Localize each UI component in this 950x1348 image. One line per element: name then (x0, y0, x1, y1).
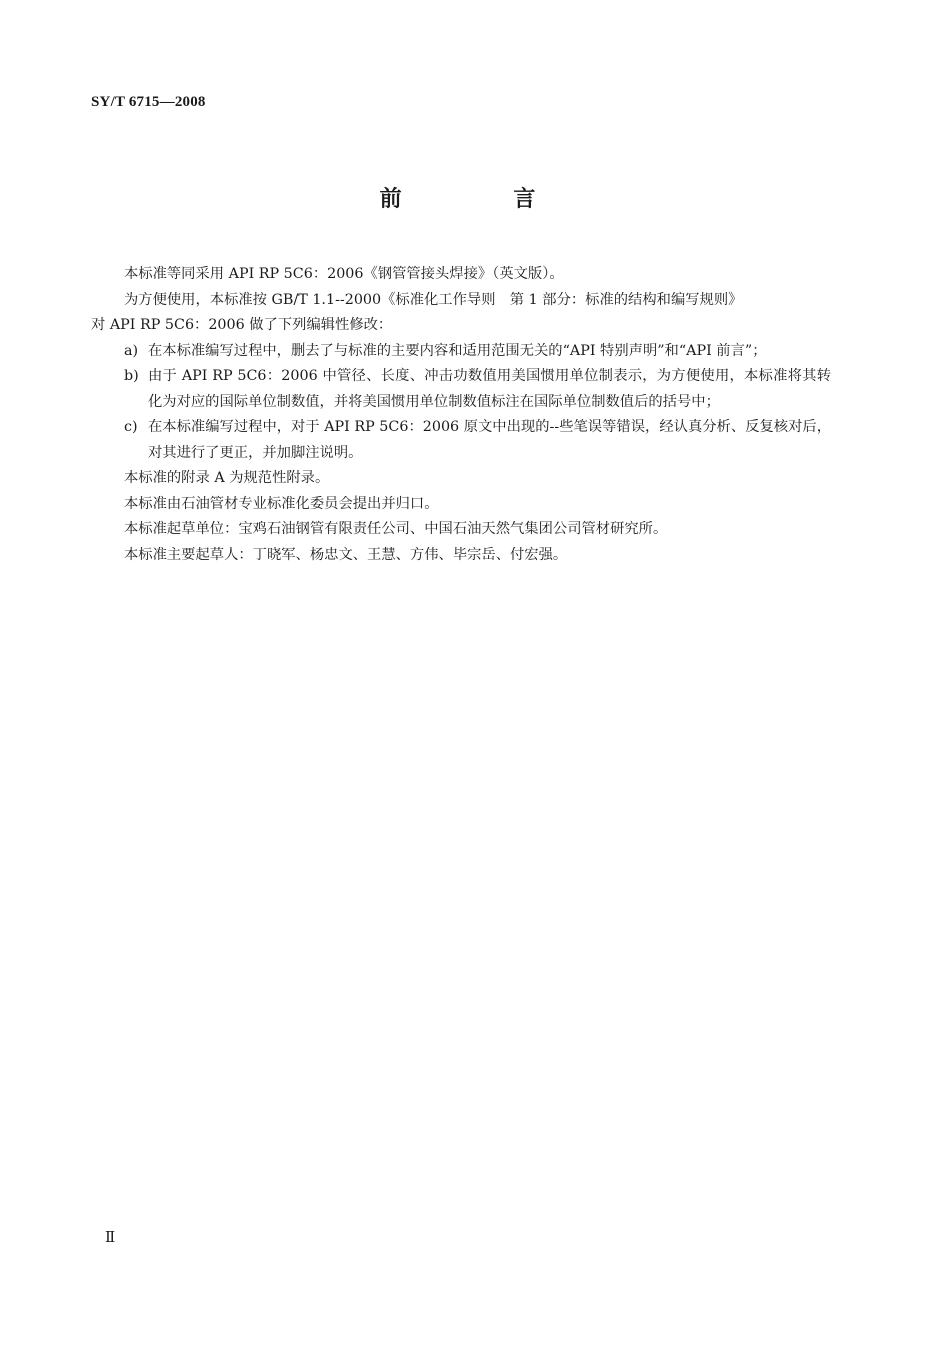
list-marker: c) (124, 419, 138, 435)
foreword-body (91, 262, 831, 568)
list-marker: b) (124, 368, 139, 384)
paragraph-proposer: 本标准由石油管材专业标准化委员会提出并归口。 (124, 495, 439, 512)
paragraph-drafters: 本标准主要起草人：丁晓军、杨忠文、王慧、方伟、毕宗岳、付宏强。 (124, 546, 568, 563)
paragraph-drafting-units: 本标准起草单位：宝鸡石油钢管有限责任公司、中国石油天然气集团公司管材研究所。 (124, 521, 668, 537)
paragraph-editorial-intro-continued: 对 API RP 5C6：2006 做了下列编辑性修改： (91, 317, 393, 333)
list-item-text: 由于 API RP 5C6：2006 中管径、长度、冲击功数值用美国惯用单位制表示，为方便使用，本标准将其转化为对应的国际单位制数值，并将美国惯用单位制数值标注在国际单位制数值后的括号中； (148, 368, 831, 410)
paragraph-annex: 本标准的附录 A 为规范性附录。 (124, 470, 330, 486)
list-item (91, 339, 831, 365)
page-title: 前 言 (379, 187, 588, 212)
list-marker: a) (124, 342, 139, 359)
list-item (91, 364, 831, 415)
list-item-text: 在本标准编写过程中，删去了与标准的主要内容和适用范围无关的“API 特别声明”和“API 前言”； (148, 342, 767, 359)
list-item-text: 在本标准编写过程中，对于 API RP 5C6：2006 原文中出现的--些笔误等错误，经认真分析、反复核对后，对其进行了更正，并加脚注说明。 (148, 419, 831, 461)
page-number: Ⅱ (105, 1230, 116, 1246)
paragraph-adoption: 本标准等同采用 API RP 5C6：2006《钢管管接头焊接》（英文版）。 (124, 266, 564, 282)
paragraph-editorial-intro: 为方便使用，本标准按 GB/T 1.1--2000《标准化工作导则 第 1 部分：标准的结构和编写规则》 (124, 291, 743, 308)
standard-code: SY/T 6715—2008 (91, 94, 206, 110)
list-item (91, 415, 831, 466)
